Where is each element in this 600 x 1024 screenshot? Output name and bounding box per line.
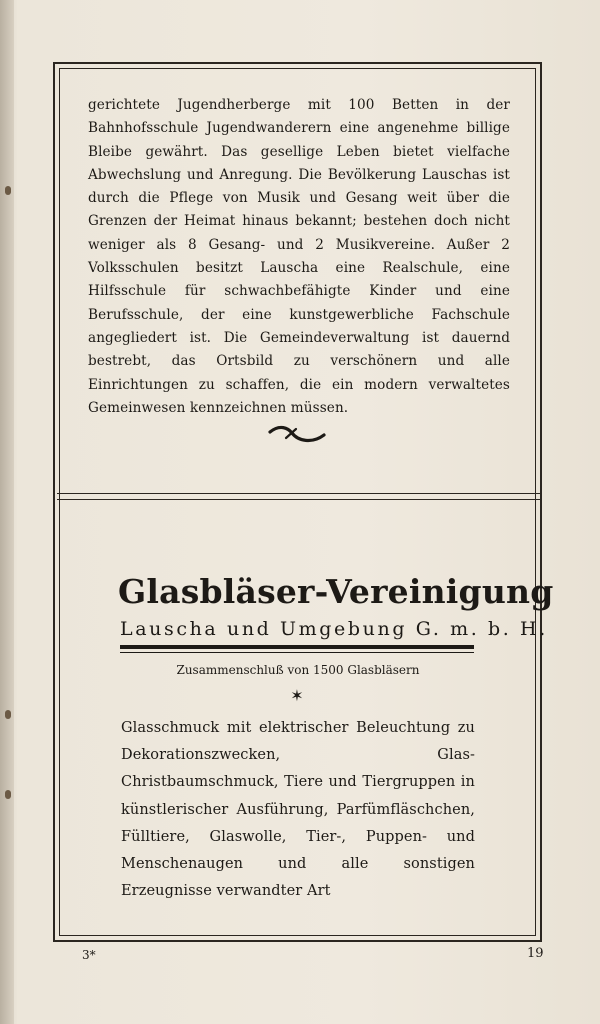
ornament-flourish-icon: [266, 420, 328, 448]
body-paragraph: gerichtete Jugendherberge mit 100 Betten in der Bahnhofsschule Jugendwanderern eine angenehme billige Bleibe gewährt. Das gesellige Leben bietet vielfache Abwechslung und Anregung. Die Bevölkerung Lauschas ist durch die Pflege von Musik und Gesang weit über die Grenzen der Heimat hinaus bekannt; bestehen doch nicht weniger als 8 Gesang- und 2 Musikvereine. Außer 2 Volksschulen besitzt Lauscha eine Realschule, eine Hilfsschule für schwachbefähigte Kinder und eine Berufsschule, der eine kunstgewerbliche Fachschule angegliedert ist. Die Gemeindeverwaltung ist dauernd bestrebt, das Ortsbild zu verschönern und alle Einrichtungen zu schaffen, die ein modern verwaltetes Gemeinwesen kennzeichnen müssen.: [88, 97, 510, 416]
signature-mark: 3*: [82, 948, 96, 962]
merger-note: Zusammenschluß von 1500 Glasbläsern: [176, 663, 420, 677]
page-number: 19: [527, 946, 544, 961]
heading-rule-thick: [120, 645, 474, 649]
section-divider: [57, 493, 540, 500]
star-separator-icon: ✶: [290, 686, 304, 705]
company-subtitle: Lauscha und Umgebung G. m. b. H.: [120, 618, 548, 640]
company-name: Glasbläser-Vereinigung: [118, 572, 554, 611]
page-binding: [0, 0, 14, 1024]
staple-mark: [5, 186, 11, 195]
staple-mark: [5, 710, 11, 719]
heading-rule-thin: [120, 652, 474, 653]
product-list-paragraph: Glasschmuck mit elektrischer Beleuchtung zu Dekorationszwecken, Glas-Christbaumschmuck, Tiere und Tiergruppen in künstlerischer Ausführung, Parfümfläschchen, Fülltiere, Glaswolle, Tier-, Puppen- und Menschenaugen und alle sonstigen Erzeugnisse verwandter Art: [121, 720, 475, 900]
staple-mark: [5, 790, 11, 799]
